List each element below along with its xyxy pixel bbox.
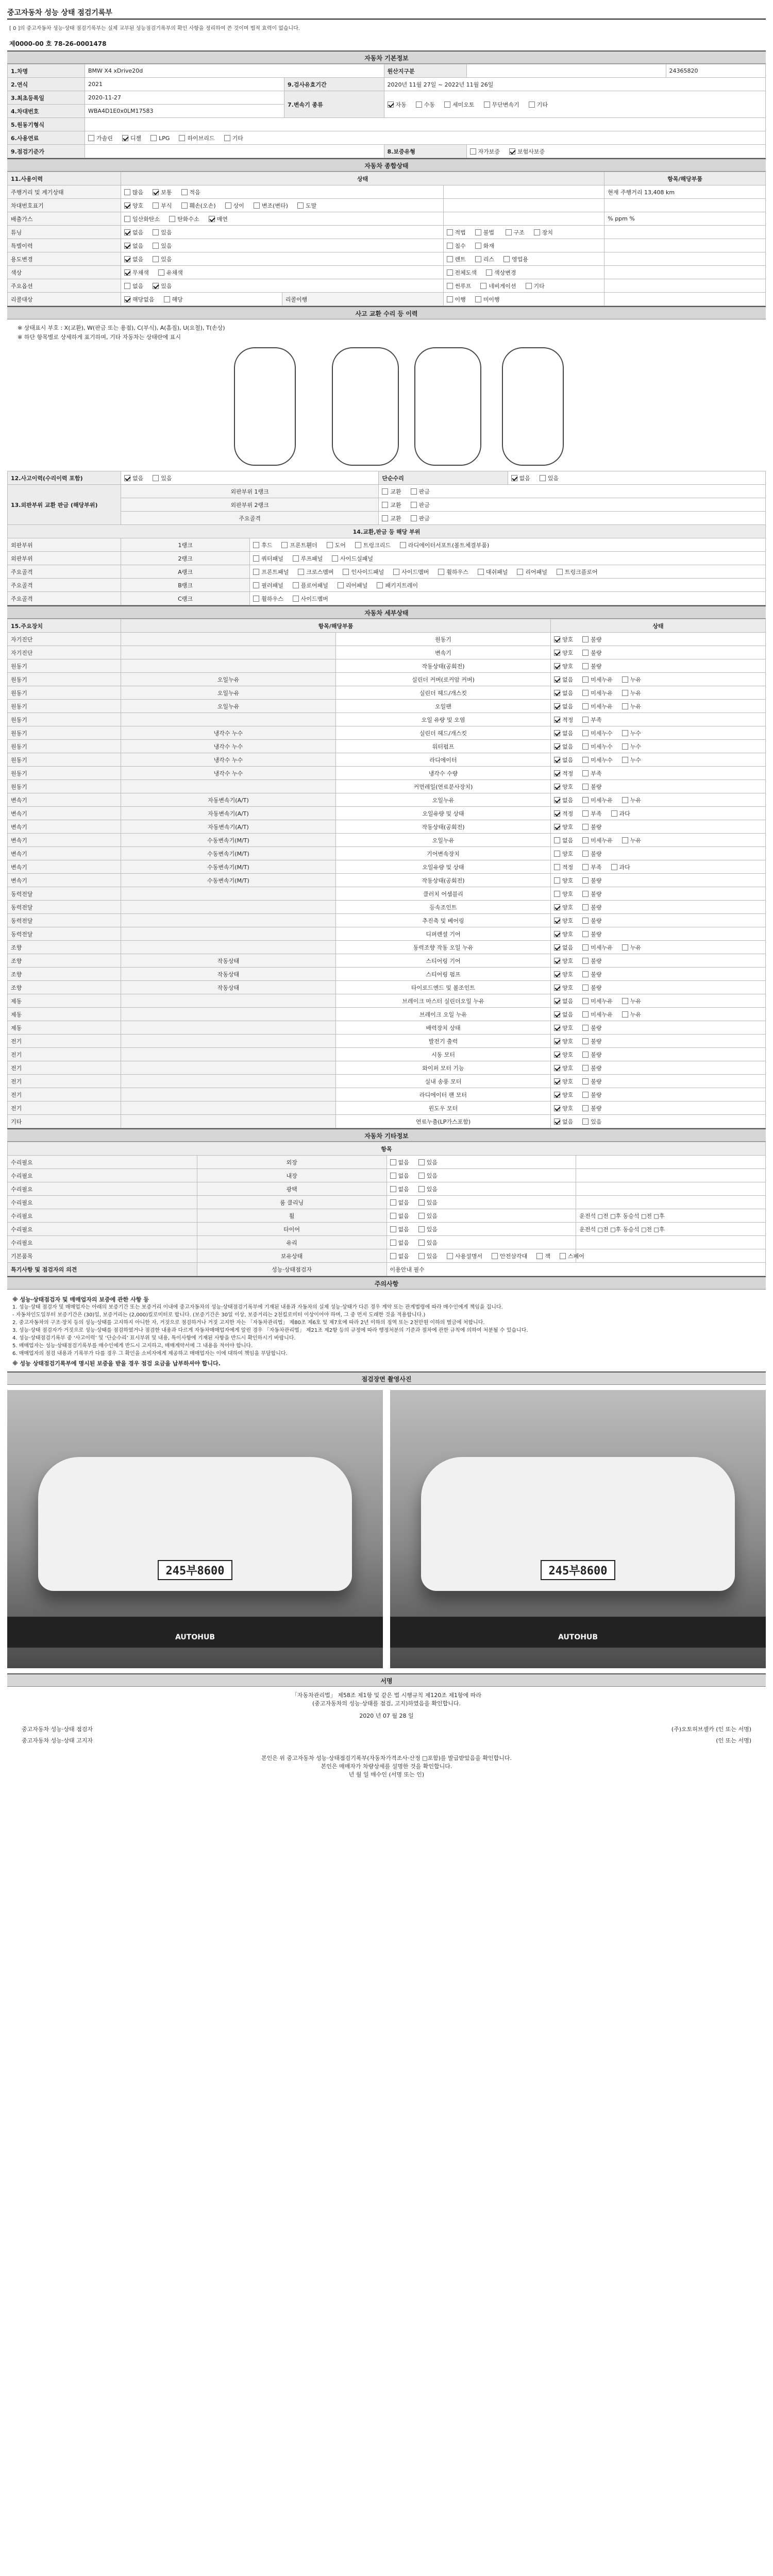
status-extra-option[interactable]: 영업용 <box>503 255 528 263</box>
car-right-view <box>502 347 564 466</box>
detail-option[interactable]: 불량 <box>582 1091 601 1099</box>
detail-row: 자기진단 변속기 양호 불량 <box>8 646 766 659</box>
detail-option[interactable]: 양호 <box>554 1077 573 1086</box>
detail-option[interactable]: 양호 <box>554 1050 573 1059</box>
status-row-label: 배출가스 <box>8 212 121 226</box>
detail-row: 제동 배력장치 상태 양호 불량 <box>8 1021 766 1035</box>
status-option[interactable]: 무채색 <box>124 268 149 277</box>
status-row-label: 리콜대상 <box>8 293 121 306</box>
status-extra-option[interactable]: 장치 <box>534 228 553 236</box>
panel-option[interactable]: 판금 <box>411 487 430 496</box>
basic-info-table: 1.차명 BMW X4 xDrive20d 원산지구분 24365820 2.연식 2021 9.검사유효기간 2020년 11월 27일 ~ 2022년 11월 26일 3.최초등록일 2020-11-27 7.변속기 종류 자동 수동 세미오토 무단변속기 기타 4.차대번호 WBA4D1E0x0LM17583 5.원동기형식 6.사용연료 가솔린 디젤 LPG 하이브리드 기타 9.점검기준가 8.보증유형 자가보증 보험사보증 <box>7 64 766 158</box>
detail-option[interactable]: 없음 <box>554 796 573 804</box>
detail-option[interactable]: 적정 <box>554 863 573 871</box>
status-extra-option[interactable]: 미이행 <box>475 295 500 303</box>
detail-option[interactable]: 적정 <box>554 809 573 818</box>
status-row-label: 주행거리 및 계기상태 <box>8 185 121 199</box>
warranty-option[interactable]: 보험사보증 <box>509 147 545 156</box>
other-option[interactable]: 없음 <box>390 1198 409 1207</box>
detail-option[interactable]: 미세누유 <box>582 1010 613 1019</box>
rank-part-option[interactable]: 플로어패널 <box>293 581 328 589</box>
warranty-option[interactable]: 자가보증 <box>470 147 500 156</box>
transmission-option[interactable]: 수동 <box>416 100 435 109</box>
car-top-view <box>332 347 399 466</box>
detail-row: 자기진단 원동기 양호 불량 <box>8 633 766 646</box>
detail-option[interactable]: 없음 <box>554 943 573 952</box>
notes-body: ※ 성능·상태점검자 및 매매업자의 보증에 관한 사항 등 1. 성능·상태 점검자 및 매매업자는 아래의 보증기간 또는 보증거리 이내에 중고자동차의 성능·상태점검기록부에 기재된 내용과 자동차의 실제 성능·상태가 다른 경우 계약 또는 관계법령에 따라 매수인에게 책임을 집니다. - 자동차인도일부터 보증기간은 (30)일, 보증거리는 (2,000)킬로미터로 합니다. (보증기간은 30일 이상, 보증거리는 2천킬로미터 이상이어야 하며, 그 중 먼저 도래한 것을 적용합니다.) 2. 중고자동차의 구조·장치 등의 성능·상태를 고지하지 아니한 자, 거짓으로 점검하거나 거짓 고지한 자는 「자동차관리법」 제80조 제6호 및 제7호에 따라 2년 이하의 징역 또는 2천만원 이하의 벌금에 처합니다. 3. 성능·상태 점검자가 거짓으로 성능·상태를 점검하였거나 점검한 내용과 다르게 자동차매매업자에게 알린 경우 「자동차관리법」 제21조 제2항 등의 규정에 따라 행정처분의 기준과 절차에 관한 규칙에 의하여 처분될 수 있습니다. 4. 성능·상태점검기록부 중 ‘사고이력’ 및 ‘단순수리’ 표시부위 및 내용, 특이사항에 기재된 사항을 반드시 확인하시기 바랍니다. 5. 매매업자는 성능·상태점검기록부를 매수인에게 반드시 고지하고, 매매계약서에 그 내용을 적어야 합니다. 6. 매매업자의 점검 내용과 기록부가 다를 경우 그 확인을 소비자에게 제공하고 매매업자는 이에 대하여 책임을 부담합니다. ※ 성능 상태점검기록부에 명시된 보증을 받을 경우 점검 요금을 납부하셔야 합니다. <box>12 1296 528 1367</box>
status-row-label: 용도변경 <box>8 252 121 266</box>
detail-option[interactable]: 없음 <box>554 689 573 697</box>
other-option[interactable]: 없음 <box>390 1158 409 1166</box>
rank-part-option[interactable]: 쿼터패널 <box>253 554 283 563</box>
detail-option[interactable]: 없음 <box>554 702 573 710</box>
panel-option[interactable]: 교환 <box>382 514 401 522</box>
status-option[interactable]: 적음 <box>181 188 200 196</box>
detail-row: 제동 브레이크 마스터 실린더오일 누유 없음 미세누유 누유 <box>8 994 766 1008</box>
status-extra-option[interactable]: 구조 <box>506 228 525 236</box>
document-notice: [ 0 ]의 중고자동차 성능·상태 점검기록부는 실제 교부된 성능점검기록부의 확인 사항을 정리하여 쓴 것이며 법적 효력이 없습니다. <box>9 26 300 31</box>
status-extra-option[interactable]: 이행 <box>447 295 466 303</box>
detail-option[interactable]: 양호 <box>554 783 573 791</box>
other-option[interactable]: 있음 <box>418 1158 438 1166</box>
status-option[interactable]: 도말 <box>297 201 316 210</box>
detail-option[interactable]: 불량 <box>582 984 601 992</box>
detail-option[interactable]: 양호 <box>554 903 573 911</box>
other-option[interactable]: 없음 <box>390 1225 409 1233</box>
detail-option[interactable]: 누유 <box>622 836 641 844</box>
detail-option[interactable]: 불량 <box>582 1037 601 1045</box>
detail-option[interactable]: 없음 <box>554 1117 573 1126</box>
detail-option[interactable]: 불량 <box>582 957 601 965</box>
status-option[interactable]: 유채색 <box>158 268 183 277</box>
detail-row: 변속기 수동변속기(M/T) 작동상태(공회전) 양호 불량 <box>8 874 766 887</box>
detail-row: 전기 발전기 출력 양호 불량 <box>8 1035 766 1048</box>
transmission-option[interactable]: 자동 <box>388 100 407 109</box>
other-option[interactable]: 있음 <box>418 1198 438 1207</box>
document-title: 중고자동차 성능 상태 점검기록부 <box>7 6 766 20</box>
fuel-option[interactable]: 기타 <box>224 134 243 142</box>
detail-option[interactable]: 부족 <box>582 809 601 818</box>
detail-option[interactable]: 양호 <box>554 1064 573 1072</box>
detail-option[interactable]: 불량 <box>582 783 601 791</box>
status-option[interactable]: 없음 <box>124 255 143 263</box>
detail-option[interactable]: 없음 <box>554 742 573 751</box>
detail-row: 원동기 냉각수 누수 실린더 헤드/개스킷 없음 미세누수 누수 <box>8 726 766 740</box>
fuel-option[interactable]: 가솔린 <box>88 134 113 142</box>
detail-option[interactable]: 부족 <box>582 769 601 777</box>
detail-row: 변속기 자동변속기(A/T) 오일누유 없음 미세누유 누유 <box>8 793 766 807</box>
detail-row: 원동기 커먼레일(연료분사장치) 양호 불량 <box>8 780 766 793</box>
rank-part-option[interactable]: 사이드실패널 <box>332 554 373 563</box>
front-photo: 245부8600 AUTOHUB <box>7 1390 383 1668</box>
detail-option[interactable]: 불량 <box>582 890 601 898</box>
detail-option[interactable]: 없음 <box>554 1010 573 1019</box>
detail-option[interactable]: 미세누수 <box>582 756 613 764</box>
other-option[interactable]: 있음 <box>418 1252 438 1260</box>
detail-option[interactable]: 불량 <box>582 903 601 911</box>
detail-option[interactable]: 양호 <box>554 1091 573 1099</box>
detail-option[interactable]: 불량 <box>582 1077 601 1086</box>
panel-option[interactable]: 교환 <box>382 501 401 509</box>
detail-option[interactable]: 누유 <box>622 997 641 1005</box>
status-row-label: 색상 <box>8 266 121 279</box>
status-option[interactable]: 상이 <box>225 201 244 210</box>
other-option[interactable]: 스페어 <box>560 1252 584 1260</box>
detail-option[interactable]: 부족 <box>582 863 601 871</box>
section-overall-status: 자동차 종합상태 <box>7 158 766 172</box>
rank-part-option[interactable]: 트렁크리드 <box>355 541 391 549</box>
detail-option[interactable]: 불량 <box>582 850 601 858</box>
status-option[interactable]: 없음 <box>124 228 143 236</box>
rank-part-option[interactable]: 프론트패널 <box>253 568 289 576</box>
detail-option[interactable]: 누수 <box>622 742 641 751</box>
rank-part-option[interactable]: 크로스멤버 <box>298 568 333 576</box>
car-bottom-view <box>414 347 481 466</box>
detail-option[interactable]: 누유 <box>622 702 641 710</box>
status-option[interactable]: 양호 <box>124 201 143 210</box>
other-option[interactable]: 안전삼각대 <box>492 1252 527 1260</box>
detail-option[interactable]: 불량 <box>582 635 601 643</box>
rank-part-option[interactable]: 사이드멤버 <box>293 595 328 603</box>
rear-photo: 245부8600 AUTOHUB <box>390 1390 766 1668</box>
accident-table: 12.사고이력(수리이력 포함) 없음 있음 단순수리 없음 있음 13.외판부위 교환 판금 (해당부위) 외판부위 1랭크 교환 판금 외판부위 2랭크 교환 판금 주요골격 교환 판금 14.교환,판금 등 해당 부위 외판부위 1랭크 후드 프론트휀더 도어 트렁크리드 라디에이터서포트(볼트체결부품) 외판부위 2랭크 쿼터패널 루프패널 사이드실패널 주요골격 A랭크 프론트패널 크로스멤버 인사이드패널 사이드멤버 휠하우스 대쉬패널 리어패널 트렁크플로어 주요골격 B랭크 필러패널 플로어패널 리어패널 패키지트레이 주요골격 C랭크 휠하우스 사이드멤버 <box>7 471 766 605</box>
rank-part-option[interactable]: 패키지트레이 <box>377 581 418 589</box>
rank-part-option[interactable]: 대쉬패널 <box>478 568 508 576</box>
detail-option[interactable]: 미세누유 <box>582 836 613 844</box>
detail-row: 원동기 냉각수 누수 냉각수 수량 적정 부족 <box>8 767 766 780</box>
detail-row: 전기 와이퍼 모터 기능 양호 불량 <box>8 1061 766 1075</box>
detail-option[interactable]: 미세누유 <box>582 997 613 1005</box>
rank-part-option[interactable]: 사이드멤버 <box>393 568 429 576</box>
detail-option[interactable]: 양호 <box>554 1037 573 1045</box>
damage-legend: ※ 상태표시 부호 : X(교환), W(판금 또는 용접), C(부식), A(흠집), U(요철), T(손상) ※ 하단 항목별로 상세하게 표기하며, 기타 자동차는 상태란에 표시 <box>18 325 225 341</box>
status-extra-option[interactable]: 네비게이션 <box>480 282 516 290</box>
rank-part-option[interactable]: 프론트휀더 <box>281 541 317 549</box>
status-row-label: 특별이력 <box>8 239 121 252</box>
detail-option[interactable]: 없음 <box>554 675 573 684</box>
status-option[interactable]: 있음 <box>153 255 172 263</box>
detail-option[interactable]: 양호 <box>554 635 573 643</box>
detail-option[interactable]: 불량 <box>582 662 601 670</box>
certificate-number: 제0000-00 호 78-26-0001478 <box>9 40 107 47</box>
rank-part-option[interactable]: 후드 <box>253 541 272 549</box>
detail-option[interactable]: 불량 <box>582 649 601 657</box>
detail-row: 전기 윈도우 모터 양호 불량 <box>8 1101 766 1115</box>
other-option[interactable]: 없음 <box>390 1212 409 1220</box>
detail-row: 조향 작동상태 스티어링 기어 양호 불량 <box>8 954 766 968</box>
fuel-option[interactable]: LPG <box>150 135 170 142</box>
fuel-option[interactable]: 디젤 <box>122 134 141 142</box>
status-option[interactable]: 없음 <box>124 282 143 290</box>
detail-option[interactable]: 미세누수 <box>582 729 613 737</box>
detail-option[interactable]: 양호 <box>554 823 573 831</box>
other-option[interactable]: 있음 <box>418 1225 438 1233</box>
detail-option[interactable]: 미세누수 <box>582 742 613 751</box>
detail-row: 원동기 오일누유 실린더 커버(로커암 커버) 없음 미세누유 누유 <box>8 673 766 686</box>
detail-row: 변속기 수동변속기(M/T) 오일유량 및 상태 적정 부족 과다 <box>8 860 766 874</box>
status-option[interactable]: 없음 <box>124 242 143 250</box>
status-option[interactable]: 해당없음 <box>124 295 155 303</box>
detail-option[interactable]: 미세누유 <box>582 796 613 804</box>
rank-part-option[interactable]: 리어패널 <box>517 568 547 576</box>
detail-row: 조향 동력조향 작동 오일 누유 없음 미세누유 누유 <box>8 941 766 954</box>
status-extra-option[interactable]: 화재 <box>475 242 494 250</box>
detail-option[interactable]: 양호 <box>554 876 573 885</box>
detail-status-table: 15.주요장치 항목/해당부품 상태 자기진단 원동기 양호 불량 자기진단 변속기 양호 불량 원동기 작동상태(공회전) 양호 불량 원동기 오일누유 실린더 커버(로커암 커버) 없음 미세누유 누유 원동기 오일누유 실린더 헤드/개스킷 없음 미세누유 누유 원동기 오일누유 오일팬 없음 미세누유 누유 원동기 오일 유량 및 오염 적정 부족 원동기 냉각수 누수 실린더 헤드/개스킷 없음 미세누수 누수 원동기 냉각수 누수 워터펌프 없음 미세누수 누수 원동기 냉각수 누수 라디에이터 없음 미세누수 누수 원동기 냉각수 누수 냉각수 수량 적정 부족 원동기 커먼레일(연료분사장치) 양호 불량 변속기 자동변속기(A/T) 오일누유 없음 미세누유 누유 변속기 자동변속기(A/T) 오일유량 및 상태 적정 부족 과다 변속기 자동변속기(A/T) 작동상태(공회전) 양호 불량 변속기 수동변속기(M/T) 오일누유 없음 미세누유 누유 변속기 수동변속기(M/T) 기어변속장치 양호 불량 변속기 수동변속기(M/T) 오일유량 및 상태 적정 부족 과다 변속기 수동변속기(M/T) 작동상태(공회전) 양호 불량 동력전달 클러치 어셈블리 양호 불량 동력전달 등속조인트 양호 불량 동력전달 추진축 및 베어링 양호 불량 동력전달 디퍼렌셜 기어 양호 불량 조향 동력조향 작동 오일 누유 없음 미세누유 누유 조향 작동상태 스티어링 기어 양호 불량 조향 작동상태 스티어링 펌프 양호 불량 조향 작동상태 타이로드엔드 및 볼조인트 양호 불량 제동 브레이크 마스터 실린더오일 누유 없음 미세누유 누유 제동 브레이크 오일 누유 없음 미세누유 누유 제동 배력장치 상태 양호 불량 전기 발전기 출력 양호 불량 전기 시동 모터 양호 불량 전기 와이퍼 모터 기능 양호 불량 전기 실내 송풍 모터 양호 불량 전기 라디에이터 팬 모터 양호 불량 전기 윈도우 모터 양호 불량 기타 연료누출(LP가스포함) 없음 있음 <box>7 619 766 1128</box>
detail-option[interactable]: 없음 <box>554 756 573 764</box>
transmission-option[interactable]: 세미오토 <box>444 100 475 109</box>
detail-row: 변속기 자동변속기(A/T) 작동상태(공회전) 양호 불량 <box>8 820 766 834</box>
detail-option[interactable]: 양호 <box>554 970 573 978</box>
other-option[interactable]: 잭 <box>536 1252 550 1260</box>
detail-option[interactable]: 불량 <box>582 1104 601 1112</box>
detail-option[interactable]: 불량 <box>582 917 601 925</box>
signature-block: 「자동차관리법」 제58조 제1항 및 같은 법 시행규칙 제120조 제1항에 따라 (중고자동차의 성능·상태를 점검, 고지)하였음을 확인합니다. 2020 년 07 월 28 일 중고자동차 성능·상태 점검자 (주)오토허브셀카 (인 또는 서명) 중고자동차 성능·상태 고지자 (인 또는 서명) 본인은 위 중고자동차 성능·상태점검기록부(자동차가격조사·산정 □포함)를 발급받았음을 확인합니다. 본인은 매매자가 차량상세를 설명한 것을 확인합니다. 년 월 일 매수인 (서명 또는 인) <box>22 1692 751 1778</box>
detail-row: 조향 작동상태 타이로드엔드 및 볼조인트 양호 불량 <box>8 981 766 994</box>
rank-part-option[interactable]: 휠하우스 <box>253 595 283 603</box>
status-option[interactable]: 변조(변타) <box>254 201 288 210</box>
inspection-photos <box>7 1385 766 1673</box>
detail-option[interactable]: 양호 <box>554 917 573 925</box>
detail-option[interactable]: 불량 <box>582 823 601 831</box>
detail-row: 전기 실내 송풍 모터 양호 불량 <box>8 1075 766 1088</box>
detail-option[interactable]: 누유 <box>622 943 641 952</box>
section-photos: 점검장면 촬영사진 <box>7 1371 766 1385</box>
detail-row: 동력전달 추진축 및 베어링 양호 불량 <box>8 914 766 927</box>
other-option[interactable]: 있음 <box>418 1212 438 1220</box>
detail-row: 원동기 냉각수 누수 라디에이터 없음 미세누수 누수 <box>8 753 766 767</box>
status-row-label: 주요옵션 <box>8 279 121 293</box>
status-option[interactable]: 해당 <box>164 295 183 303</box>
rank-part-option[interactable]: 라디에이터서포트(볼트체결부품) <box>400 541 489 549</box>
status-option[interactable]: 탄화수소 <box>169 215 199 223</box>
repair-option[interactable]: 있음 <box>540 474 559 482</box>
status-extra-option[interactable]: 불법 <box>475 228 494 236</box>
vehicle-diagram <box>7 342 766 471</box>
status-option[interactable]: 훼손(오손) <box>181 201 216 210</box>
status-option[interactable]: 많음 <box>124 188 143 196</box>
overall-status-table: 11.사용이력 상태 항목/해당부품 주행거리 및 계기상태 많음 보통 적음 현재 주행거리 13,408 km 차대번호표기 양호 부식 훼손(오손) 상이 변조(변타) 도말 배출가스 일산화탄소 탄화수소 매연 % ppm % 튜닝 없음 있음 적법 불법 구조 장치 특별이력 없음 있음 침수 화재 용도변경 없음 있음 렌트 리스 영업용 색상 무채색 유채색 전체도색 색상변경 주요옵션 없음 있음 썬루프 네비게이션 기타 리콜대상 해당없음 해당 리콜이행 이행 미이행 <box>7 172 766 306</box>
section-notes: 주의사항 <box>7 1276 766 1290</box>
status-option[interactable]: 있음 <box>153 282 172 290</box>
other-info-table: 항목 수리필요 외장 없음 있음 수리필요 내장 없음 있음 수리필요 광택 없음 있음 수리필요 룸 클리닝 없음 있음 수리필요 휠 없음 있음 운전석 □전 □후 동승석 □전 □후 수리필요 타이어 없음 있음 운전석 □전 □후 동승석 □전 □후 수리필요 유리 없음 있음 기본품목 보유상태 없음 있음 사용설명서 안전삼각대 잭 스페어 특기사항 및 점검자의 의견 성능·상태점검자 이용안내 필수 <box>7 1142 766 1276</box>
detail-option[interactable]: 부족 <box>582 716 601 724</box>
detail-option[interactable]: 양호 <box>554 984 573 992</box>
status-extra-option[interactable]: 썬루프 <box>447 282 472 290</box>
detail-option[interactable]: 적정 <box>554 769 573 777</box>
detail-row: 원동기 오일누유 오일팬 없음 미세누유 누유 <box>8 700 766 713</box>
detail-row: 동력전달 등속조인트 양호 불량 <box>8 901 766 914</box>
detail-option[interactable]: 양호 <box>554 850 573 858</box>
detail-row: 전기 라디에이터 팬 모터 양호 불량 <box>8 1088 766 1101</box>
detail-row: 변속기 수동변속기(M/T) 기어변속장치 양호 불량 <box>8 847 766 860</box>
rank-part-option[interactable]: 도어 <box>327 541 346 549</box>
detail-row: 제동 브레이크 오일 누유 없음 미세누유 누유 <box>8 1008 766 1021</box>
detail-option[interactable]: 양호 <box>554 930 573 938</box>
status-row-label: 튜닝 <box>8 226 121 239</box>
other-option[interactable]: 없음 <box>390 1239 409 1247</box>
status-extra-option[interactable]: 적법 <box>447 228 466 236</box>
accident-option[interactable]: 없음 <box>124 474 143 482</box>
rank-part-option[interactable]: 트렁크플로어 <box>557 568 598 576</box>
detail-row: 원동기 오일 유량 및 오염 적정 부족 <box>8 713 766 726</box>
detail-option[interactable]: 불량 <box>582 970 601 978</box>
other-option[interactable]: 있음 <box>418 1239 438 1247</box>
detail-row: 기타 연료누출(LP가스포함) 없음 있음 <box>8 1115 766 1128</box>
detail-option[interactable]: 미세누유 <box>582 675 613 684</box>
section-detail-status: 자동차 세부상태 <box>7 605 766 619</box>
detail-option[interactable]: 양호 <box>554 1024 573 1032</box>
detail-row: 변속기 자동변속기(A/T) 오일유량 및 상태 적정 부족 과다 <box>8 807 766 820</box>
detail-row: 조향 작동상태 스티어링 펌프 양호 불량 <box>8 968 766 981</box>
detail-option[interactable]: 누유 <box>622 1010 641 1019</box>
fuel-option[interactable]: 하이브리드 <box>179 134 214 142</box>
status-extra-option[interactable]: 색상변경 <box>486 268 516 277</box>
other-option[interactable]: 없음 <box>390 1252 409 1260</box>
transmission-option[interactable]: 무단변속기 <box>484 100 519 109</box>
detail-option[interactable]: 누유 <box>622 689 641 697</box>
status-option[interactable]: 부식 <box>153 201 172 210</box>
repair-option[interactable]: 없음 <box>511 474 530 482</box>
detail-option[interactable]: 과다 <box>611 809 630 818</box>
other-option[interactable]: 있음 <box>418 1185 438 1193</box>
detail-option[interactable]: 없음 <box>554 836 573 844</box>
detail-option[interactable]: 양호 <box>554 890 573 898</box>
rank-part-option[interactable]: 필러패널 <box>253 581 283 589</box>
detail-option[interactable]: 누유 <box>622 796 641 804</box>
detail-row: 원동기 오일누유 실린더 헤드/개스킷 없음 미세누유 누유 <box>8 686 766 700</box>
detail-option[interactable]: 미세누유 <box>582 702 613 710</box>
status-option[interactable]: 보통 <box>153 188 172 196</box>
detail-option[interactable]: 불량 <box>582 1064 601 1072</box>
accident-option[interactable]: 있음 <box>153 474 172 482</box>
detail-option[interactable]: 불량 <box>582 1050 601 1059</box>
panel-option[interactable]: 교환 <box>382 487 401 496</box>
detail-row: 원동기 작동상태(공회전) 양호 불량 <box>8 659 766 673</box>
status-extra-option[interactable]: 렌트 <box>447 255 466 263</box>
status-row-label: 차대번호표기 <box>8 199 121 212</box>
car-left-view <box>234 347 296 466</box>
detail-row: 원동기 냉각수 누수 워터펌프 없음 미세누수 누수 <box>8 740 766 753</box>
detail-option[interactable]: 누수 <box>622 756 641 764</box>
status-option[interactable]: 있음 <box>153 228 172 236</box>
other-option[interactable]: 없음 <box>390 1172 409 1180</box>
rank-part-option[interactable]: 인사이드패널 <box>343 568 384 576</box>
detail-option[interactable]: 누수 <box>622 729 641 737</box>
status-option[interactable]: 있음 <box>153 242 172 250</box>
status-extra-option[interactable]: 리스 <box>475 255 494 263</box>
other-option[interactable]: 사용설명서 <box>447 1252 482 1260</box>
transmission-option[interactable]: 기타 <box>529 100 548 109</box>
detail-option[interactable]: 양호 <box>554 649 573 657</box>
detail-option[interactable]: 과다 <box>611 863 630 871</box>
detail-option[interactable]: 양호 <box>554 662 573 670</box>
detail-option[interactable]: 불량 <box>582 1024 601 1032</box>
other-option[interactable]: 있음 <box>418 1172 438 1180</box>
panel-option[interactable]: 판금 <box>411 514 430 522</box>
detail-option[interactable]: 없음 <box>554 997 573 1005</box>
section-basic-info: 자동차 기본정보 <box>7 50 766 64</box>
status-extra-option[interactable]: 전체도색 <box>447 268 477 277</box>
section-accident-history: 사고 교환 수리 등 이력 <box>7 306 766 319</box>
status-option[interactable]: 일산화탄소 <box>124 215 160 223</box>
detail-option[interactable]: 누유 <box>622 675 641 684</box>
detail-option[interactable]: 적정 <box>554 716 573 724</box>
detail-option[interactable]: 미세누유 <box>582 689 613 697</box>
detail-option[interactable]: 불량 <box>582 930 601 938</box>
status-option[interactable]: 매연 <box>209 215 228 223</box>
detail-row: 전기 시동 모터 양호 불량 <box>8 1048 766 1061</box>
other-option[interactable]: 없음 <box>390 1185 409 1193</box>
status-extra-option[interactable]: 기타 <box>526 282 545 290</box>
section-signature: 서명 <box>7 1673 766 1687</box>
status-extra-option[interactable]: 침수 <box>447 242 466 250</box>
detail-row: 변속기 수동변속기(M/T) 오일누유 없음 미세누유 누유 <box>8 834 766 847</box>
detail-row: 동력전달 디퍼렌셜 기어 양호 불량 <box>8 927 766 941</box>
detail-option[interactable]: 불량 <box>582 876 601 885</box>
detail-row: 동력전달 클러치 어셈블리 양호 불량 <box>8 887 766 901</box>
detail-option[interactable]: 미세누유 <box>582 943 613 952</box>
detail-option[interactable]: 있음 <box>582 1117 601 1126</box>
detail-option[interactable]: 없음 <box>554 729 573 737</box>
panel-option[interactable]: 판금 <box>411 501 430 509</box>
detail-option[interactable]: 양호 <box>554 1104 573 1112</box>
rank-part-option[interactable]: 루프패널 <box>293 554 323 563</box>
rank-part-option[interactable]: 리어패널 <box>338 581 368 589</box>
rank-part-option[interactable]: 휠하우스 <box>438 568 468 576</box>
detail-option[interactable]: 양호 <box>554 957 573 965</box>
section-other-info: 자동차 기타정보 <box>7 1128 766 1142</box>
